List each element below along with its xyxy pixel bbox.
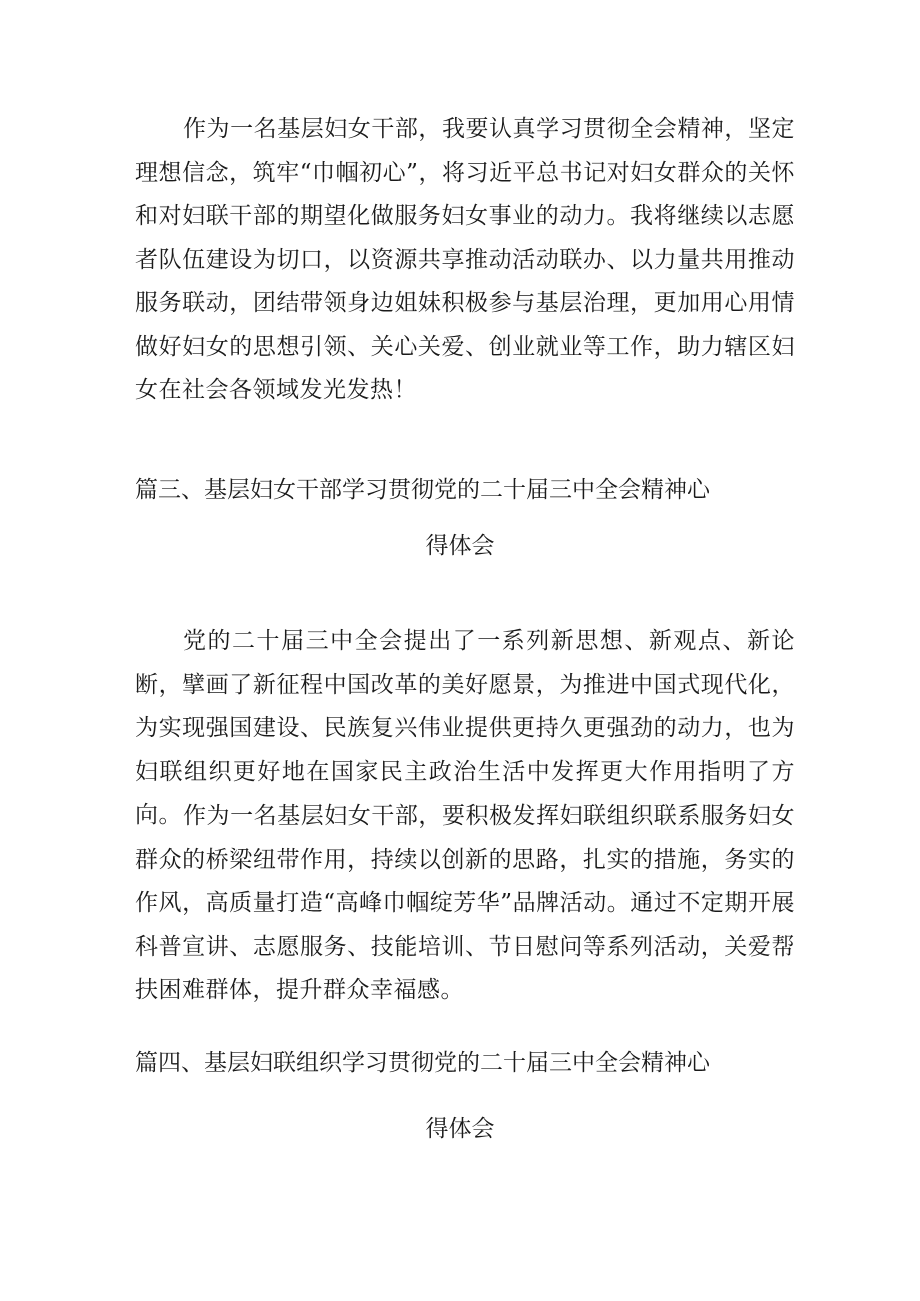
section-4-title-line-1: 篇四、基层妇联组织学习贯彻党的二十届三中全会精神心	[135, 1050, 710, 1076]
body-paragraph-intro: 作为一名基层妇女干部，我要认真学习贯彻全会精神，坚定理想信念，筑牢“巾帼初心”，将习近平总书记对妇女群众的关怀和对妇联干部的期望化做服务妇女事业的动力。我将继续以志愿者队伍建设为切口，以资源共享推动活动联办、以力量共用推动服务联动，团结带领身边姐妹积极参与基层治理，更加用心用情做好妇女的思想引领、关心关爱、创业就业等工作，助力辖区妇女在社会各领域发光发热！	[135, 116, 795, 403]
section-3-paragraph-2: 作为一名基层妇女干部，要积极发挥妇联组织联系服务妇女群众的桥梁纽带作用，持续以创新的思路，扎实的措施，务实的作风，高质量打造“高峰巾帼绽芳华”品牌活动。通过不定期开展科普宣讲、志愿服务、技能培训、节日慰问等系列活动，关爱帮扶困难群体，提升群众幸福感。	[135, 803, 795, 1003]
section-4-title-line-2: 得体会	[425, 1116, 495, 1142]
section-3-paragraph-1: 党的二十届三中全会提出了一系列新思想、新观点、新论断，擘画了新征程中国改革的美好愿景，为推进中国式现代化，为实现强国建设、民族复兴伟业提供更持久更强劲的动力，也为妇联组织更好地在国家民主政治生活中发挥更大作用指明了方向。	[135, 628, 795, 828]
section-3-title-line-2: 得体会	[425, 533, 495, 559]
section-3-title-line-1: 篇三、基层妇女干部学习贯彻党的二十届三中全会精神心	[135, 477, 710, 503]
